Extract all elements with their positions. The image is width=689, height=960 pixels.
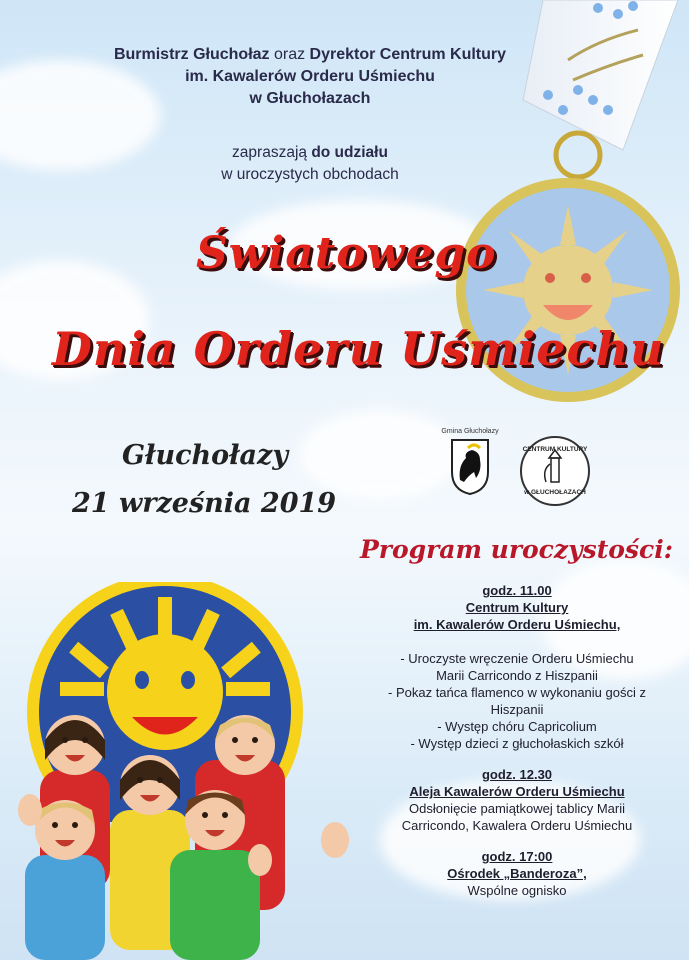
- event-item: Hiszpanii: [490, 702, 544, 717]
- event-time: godz. 17:00: [481, 849, 553, 864]
- invite-verb: zapraszają: [232, 144, 312, 161]
- event-item: - Uroczyste wręczenie Orderu Uśmiechu: [400, 651, 634, 666]
- event-item: Wspólne ognisko: [467, 883, 567, 898]
- event-city: Głuchołazy: [122, 440, 289, 471]
- gmina-logo: [435, 428, 505, 501]
- logos: [435, 428, 600, 508]
- event-time: godz. 12.30: [481, 767, 553, 782]
- event-title-line2: Dnia Orderu Uśmiechu: [52, 322, 665, 376]
- organizers-header: [70, 44, 550, 110]
- event-time: godz. 11.00: [482, 583, 552, 598]
- event-item: Marii Carricondo z Hiszpanii: [436, 668, 598, 683]
- ck-logo-bottom: w GŁUCHOŁAZACH: [524, 489, 586, 496]
- invite-occasion: w uroczystych obchodach: [221, 166, 399, 183]
- program-title: Program uroczystości:: [360, 535, 673, 564]
- program-event: [372, 766, 662, 834]
- event-venue: im. Kawalerów Orderu Uśmiechu,: [413, 617, 621, 632]
- event-venue: Aleja Kawalerów Orderu Uśmiechu: [409, 784, 625, 799]
- director-label: Dyrektor Centrum Kultury: [309, 46, 507, 63]
- program-list: [372, 582, 662, 913]
- conjunction: oraz: [269, 46, 310, 63]
- program-event: [372, 848, 662, 899]
- event-venue: Ośrodek „Banderoza”,: [447, 866, 587, 881]
- invite-object: do udziału: [311, 144, 388, 161]
- gmina-label: Gmina Głuchołazy: [441, 428, 499, 435]
- event-venue: Centrum Kultury: [465, 600, 569, 615]
- event-title-line1: Światowego: [196, 228, 497, 279]
- event-item: Odsłonięcie pamiątkowej tablicy Marii: [408, 801, 626, 816]
- invitation-text: [70, 142, 550, 186]
- event-item: - Występ dzieci z głuchołaskich szkół: [410, 736, 624, 751]
- institution-town: w Głuchołazach: [249, 90, 371, 107]
- event-item: - Pokaz tańca flamenco w wykonaniu gości z: [388, 685, 646, 700]
- event-date: 21 września 2019: [72, 488, 337, 519]
- ck-logo-top: CENTRUM KULTURY: [522, 446, 588, 453]
- institution-name: im. Kawalerów Orderu Uśmiechu: [185, 68, 435, 85]
- event-item: - Występ chóru Capricolium: [437, 719, 597, 734]
- program-event: [372, 582, 662, 752]
- mayor-label: Burmistrz Głuchołaz: [113, 46, 270, 63]
- ck-logo: [520, 436, 590, 506]
- event-item: Carricondo, Kawalera Orderu Uśmiechu: [401, 818, 633, 833]
- children-photo: [0, 700, 370, 960]
- horse-crest-icon: [450, 438, 490, 496]
